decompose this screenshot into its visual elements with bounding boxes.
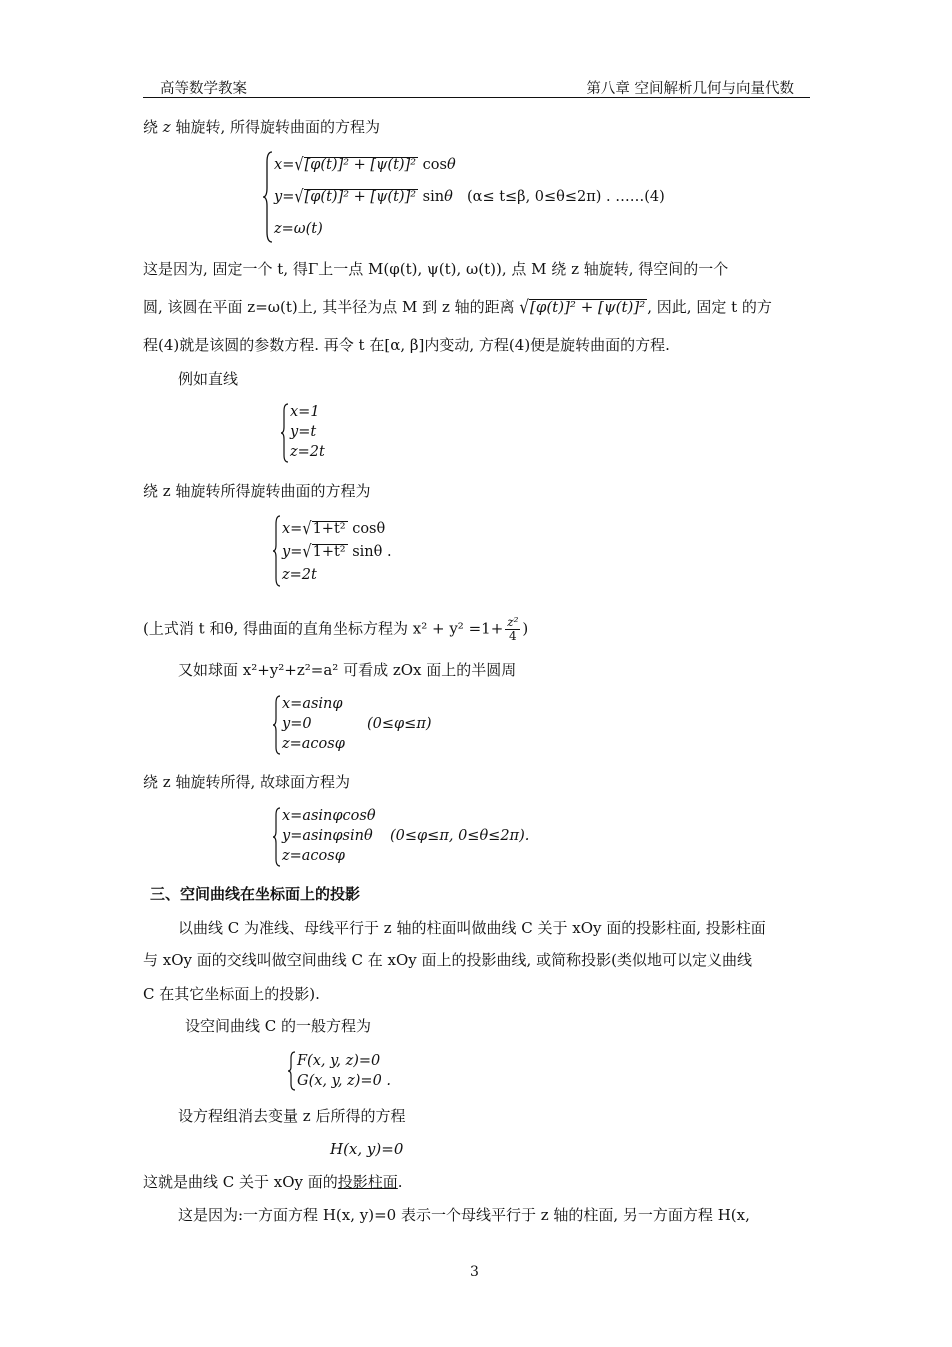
eq4-line-z <box>274 220 323 238</box>
header-rule <box>143 97 810 98</box>
eq-condition: (0≤φ≤π) <box>367 716 432 732</box>
eq-line: y=0 <box>282 716 312 732</box>
header-left: 高等数学教案 <box>160 81 247 97</box>
denominator: 4 <box>509 629 517 643</box>
example2-intro: 又如球面 x²+y²+z²=a² 可看成 zOx 面上的半圆周 <box>178 661 517 679</box>
radicand: [φ(t)]² + [ψ(t)]² <box>529 298 646 316</box>
header-right: 第八章 空间解析几何与向量代数 <box>586 81 794 97</box>
example1-after: 绕 z 轴旋转所得旋转曲面的方程为 <box>143 482 371 500</box>
term-projection-cylinder: 投影柱面 <box>337 1173 398 1191</box>
eq-line: G(x, y, z)=0 . <box>297 1073 392 1089</box>
radicand: [φ(t)]² + [ψ(t)]² <box>304 189 417 205</box>
var: y <box>274 189 283 205</box>
text: , 因此, 固定 t 的方 <box>647 298 772 316</box>
text: (上式消 t 和θ, 得曲面的直角坐标方程为 x² + y² =1+ <box>143 619 504 638</box>
eq4-line-x: x=√[φ(t)]² + [ψ(t)]² cosθ <box>274 155 456 175</box>
eq-line: y=√1+t² sinθ . <box>282 542 392 562</box>
eq4-condition: (α≤ t≤β, 0≤θ≤2π) . ……(4) <box>467 189 665 205</box>
eq-line: y=t <box>290 424 317 440</box>
radicand: [φ(t)]² + [ψ(t)]² <box>304 157 417 173</box>
var: z <box>274 221 282 237</box>
radicand: 1+t² <box>312 521 346 537</box>
example2-after: 绕 z 轴旋转所得, 故球面方程为 <box>143 773 350 791</box>
example1-note <box>143 616 528 643</box>
section-title: 三、空间曲线在坐标面上的投影 <box>150 885 361 903</box>
brace-icon <box>272 806 282 868</box>
expr: y= <box>282 544 303 560</box>
eq-line: z=2t <box>290 444 325 460</box>
general-equation-system <box>287 1050 427 1092</box>
projection-equation: H(x, y)=0 <box>330 1140 404 1158</box>
eq-line: F(x, y, z)=0 <box>297 1053 381 1069</box>
section3-line-6 <box>143 1172 403 1192</box>
numerator: z² <box>507 615 519 629</box>
brace-icon <box>287 1050 297 1092</box>
text: 绕 <box>143 118 163 136</box>
eq-line: x=1 <box>290 404 320 420</box>
para-explain-2: 圆, 该圆在平面 z=ω(t)上, 其半径为点 M 到 z 轴的距离 √[φ(t)]² + [ψ(t)]² , 因此, 固定 t 的方 <box>143 296 772 318</box>
expr: x= <box>282 521 303 537</box>
func: sin <box>422 189 445 205</box>
example2-semicircle-system <box>272 694 472 756</box>
example1-line-system <box>280 402 380 464</box>
expr: =ω(t) <box>281 221 323 237</box>
page-number: 3 <box>470 1264 479 1280</box>
text: 轴旋转, 所得旋转曲面的方程为 <box>170 118 380 136</box>
para-explain-1: 这是因为, 固定一个 t, 得Γ上一点 M(φ(t), ψ(t), ω(t)), 点 M 绕 z 轴旋转, 得空间的一个 <box>143 260 729 278</box>
expr: cosθ <box>352 521 386 537</box>
text: ) <box>522 619 529 638</box>
var-z: z <box>162 118 171 136</box>
section3-line-7: 这是因为:一方面方程 H(x, y)=0 表示一个母线平行于 z 轴的柱面, 另一方面方程 H(x, <box>178 1206 750 1224</box>
eq-line: z=acosφ <box>282 736 345 752</box>
expr: sinθ . <box>352 544 392 560</box>
section3-line-5: 设方程组消去变量 z 后所得的方程 <box>178 1107 406 1125</box>
example1-intro: 例如直线 <box>178 370 239 388</box>
eq-line: z=acosφ <box>282 848 345 864</box>
section3-line-3: C 在其它坐标面上的投影). <box>143 985 320 1003</box>
eq-line: y=asinφsinθ <box>282 828 373 844</box>
eq-condition: (0≤φ≤π, 0≤θ≤2π). <box>390 828 530 844</box>
text: . <box>397 1173 403 1191</box>
brace-icon <box>280 402 290 464</box>
var: x <box>274 157 283 173</box>
eq-line: z=2t <box>282 567 317 583</box>
section3-line-1: 以曲线 C 为准线、母线平行于 z 轴的柱面叫做曲线 C 关于 xOy 面的投影柱面, 投影柱面 <box>178 919 766 937</box>
para-intro <box>143 117 380 137</box>
example2-sphere-system <box>272 806 572 868</box>
example1-result-system <box>272 514 432 588</box>
section3-line-2: 与 xOy 面的交线叫做空间曲线 C 在 xOy 面上的投影曲线, 或简称投影(类似地可以定义曲线 <box>143 951 752 969</box>
para-explain-3: 程(4)就是该圆的参数方程. 再令 t 在[α, β]内变动, 方程(4)便是旋转曲面的方程. <box>143 336 670 354</box>
eq-line: x=asinφ <box>282 696 343 712</box>
brace-icon <box>272 514 282 588</box>
eq-line: x=√1+t² cosθ <box>282 519 386 539</box>
text: 圆, 该圆在平面 z=ω(t)上, 其半径为点 M 到 z 轴的距离 <box>143 298 515 316</box>
fraction <box>505 616 520 643</box>
eq-line: x=asinφcosθ <box>282 808 376 824</box>
equation-4 <box>262 150 682 244</box>
section3-line-4: 设空间曲线 C 的一般方程为 <box>185 1017 372 1035</box>
radicand: 1+t² <box>312 544 346 560</box>
text: 这就是曲线 C 关于 xOy 面的 <box>143 1173 338 1191</box>
brace-icon <box>262 150 274 244</box>
brace-icon <box>272 694 282 756</box>
func: cos <box>422 157 447 173</box>
eq4-line-y: y=√[φ(t)]² + [ψ(t)]² sinθ <box>274 187 453 207</box>
